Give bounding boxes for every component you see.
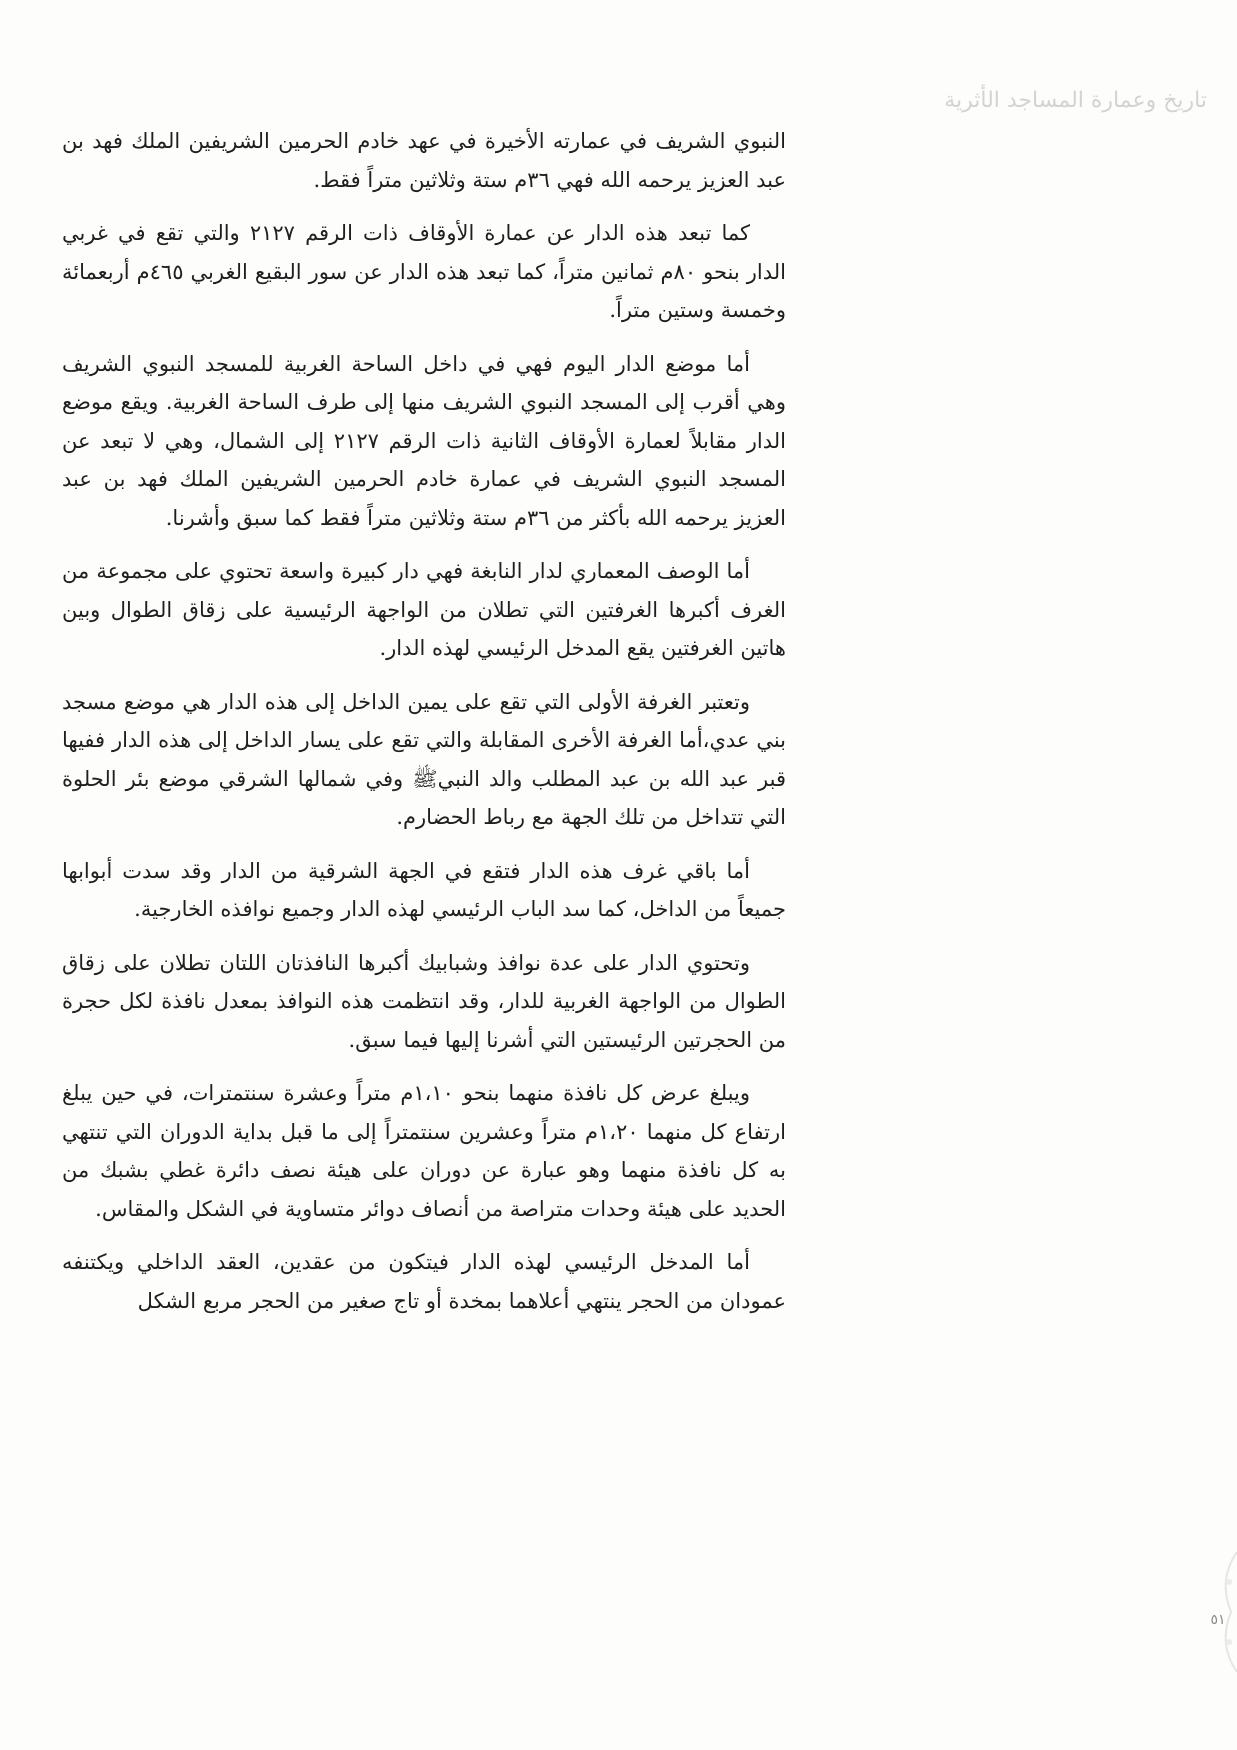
- running-header: تاريخ وعمارة المساجد الأثرية: [944, 88, 1207, 113]
- paragraph: أما موضع الدار اليوم فهي في داخل الساحة الغربية للمسجد النبوي الشريف وهي أقرب إلى المسجد النبوي الشريف منها إلى طرف الساحة الغربية. ويقع موضع الدار مقابلاً لعمارة الأوقاف الثانية ذات الرقم ٢١٢٧ إلى الشمال، وهي لا تبعد عن المسجد النبوي الشريف في عمارة خادم الحرمين الشريفين الملك فهد بن عبد العزيز يرحمه الله بأكثر من ٣٦م ستة وثلاثين متراً فقط كما سبق وأشرنا.: [62, 351, 786, 530]
- body-text: [62, 122, 786, 1335]
- paragraph: وتعتبر الغرفة الأولى التي تقع على يمين الداخل إلى هذه الدار هي موضع مسجد بني عدي،أما الغرفة الأخرى المقابلة والتي تقع على يسار الداخل إلى هذه الدار ففيها قبر عبد الله بن عبد المطلب والد النبيﷺ وفي شمالها الشرقي موضع بئر الحلوة التي تتداخل من تلك الجهة مع رباط الحضارم.: [62, 689, 787, 829]
- paragraph: أما المدخل الرئيسي لهذه الدار فيتكون من عقدين، العقد الداخلي ويكتنفه عمودان من الحجر ينتهي أعلاهما بمخدة أو تاج صغير من الحجر مربع الشكل: [62, 1250, 786, 1313]
- paragraph: أما باقي غرف هذه الدار فتقع في الجهة الشرقية من الدار وقد سدت أبوابها جميعاً من الداخل، كما سد الباب الرئيسي لهذه الدار وجميع نوافذه الخارجية.: [62, 858, 786, 921]
- paragraph: أما الوصف المعماري لدار النابغة فهي دار كبيرة واسعة تحتوي على مجموعة من الغرف أكبرها الغرفتين التي تطلان من الواجهة الرئيسية على زقاق الطوال وبين هاتين الغرفتين يقع المدخل الرئيسي لهذه الدار.: [62, 559, 786, 660]
- paragraph: وتحتوي الدار على عدة نوافذ وشبابيك أكبرها النافذتان اللتان تطلان على زقاق الطوال من الواجهة الغربية للدار، وقد انتظمت هذه النوافذ بمعدل نافذة لكل حجرة من الحجرتين الرئيستين التي أشرنا إليها فيما سبق.: [62, 950, 786, 1052]
- paragraph: ويبلغ عرض كل نافذة منهما بنحو ١،١٠م متراً وعشرة سنتمترات، في حين يبلغ ارتفاع كل منهما ١،٢٠م متراً وعشرين سنتمتراً إلى ما قبل بداية الدوران التي تنتهي به كل نافذة منهما وهو عبارة عن دوران على هيئة نصف دائرة غطي بشبك من الحديد على هيئة وحدات متراصة من أنصاف دوائر متساوية في الشكل والمقاس.: [62, 1081, 786, 1221]
- paragraph: كما تبعد هذه الدار عن عمارة الأوقاف ذات الرقم ٢١٢٧ والتي تقع في غربي الدار بنحو ٨٠م ثمانين متراً، كما تبعد هذه الدار عن سور البقيع الغربي ٤٦٥م أربعمائة وخمسة وستين متراً.: [62, 221, 787, 322]
- paragraph: النبوي الشريف في عمارته الأخيرة في عهد خادم الحرمين الشريفين الملك فهد بن عبد العزيز يرحمه الله فهي ٣٦م ستة وثلاثين متراً فقط.: [62, 129, 786, 192]
- page-number: ٥١: [1210, 1612, 1226, 1628]
